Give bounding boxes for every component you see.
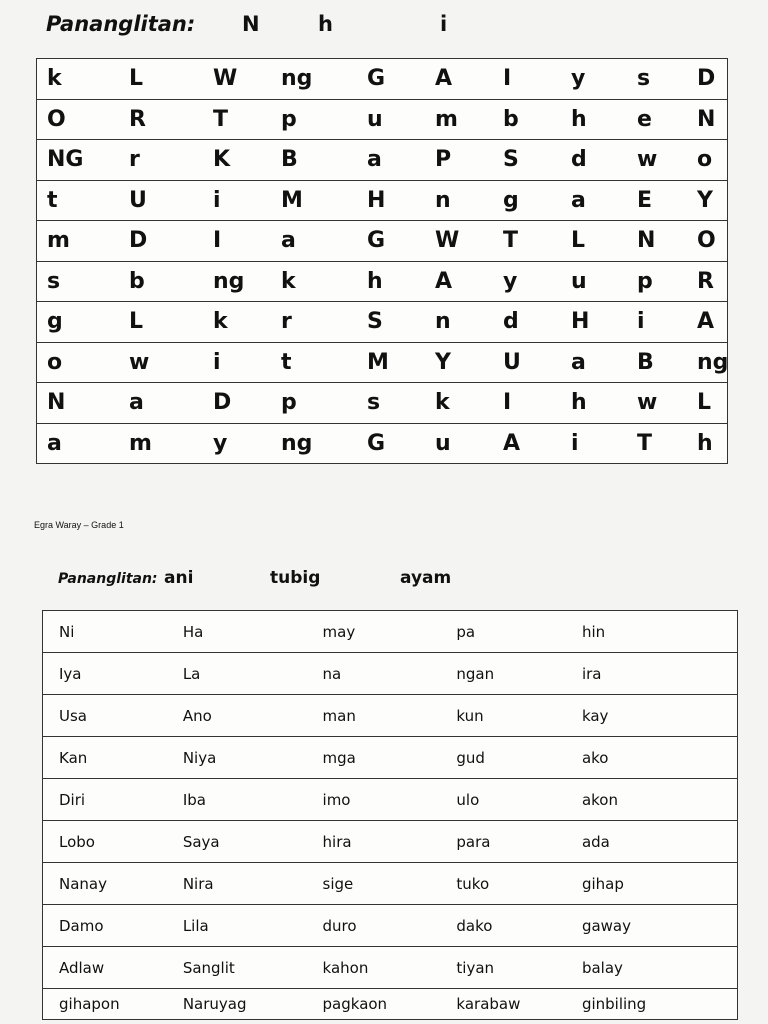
word-cell: Saya [183,821,323,863]
letter-cell: e [637,106,652,132]
letter-cell: p [281,390,297,415]
word-example-line [58,568,452,588]
word-cell: sige [323,863,457,905]
letter-grid-row-cell [37,180,728,221]
word-cell: Adlaw [43,947,183,989]
letter-cell: O [697,228,716,253]
letter-cell: o [47,349,63,375]
letter-cell: G [367,430,386,456]
letter-cell: L [129,66,144,91]
footer-note: Egra Waray – Grade 1 [34,520,124,530]
letter-cell: I [213,228,222,253]
letter-grid-row [37,180,728,221]
letter-cell: a [571,187,586,213]
letter-cell: w [637,390,658,415]
letter-cell: G [367,66,386,91]
letter-cell: S [503,147,519,172]
letter-cell: N [697,106,716,132]
word-table-row [43,989,738,1020]
letter-cell: m [47,228,70,253]
letter-cell: L [129,309,144,334]
letter-cell: M [281,187,303,213]
letter-cell: A [435,268,453,294]
letter-grid-row-cell [37,59,728,100]
letter-cell: k [435,390,450,415]
word-cell: akon [572,779,738,821]
letter-cell: a [47,430,62,456]
letter-cell: p [637,268,653,294]
letter-cell: u [435,430,451,456]
letter-cell: h [571,390,587,415]
word-table-row [43,611,738,653]
letter-grid-row [37,140,728,181]
letter-cell: t [281,349,292,375]
letter-cell: A [697,309,715,334]
letter-cell: W [213,66,238,91]
letter-grid-row [37,99,728,140]
letter-cell: O [47,106,66,132]
word-table-row [43,821,738,863]
letter-cell: Y [697,187,713,213]
word-table-row [43,863,738,905]
word-cell: gihap [572,863,738,905]
letter-cell: s [47,268,61,294]
letter-grid-row-cell [37,342,728,383]
letter-cell: i [571,430,579,456]
letter-cell: b [503,106,519,132]
letter-cell: k [281,268,296,294]
letter-cell: A [435,66,453,91]
word-cell: Diri [43,779,183,821]
letter-cell: a [129,390,144,415]
letter-cell: D [129,228,148,253]
letter-cell: u [571,268,587,294]
letter-cell: a [367,147,382,172]
letter-cell: M [367,349,389,375]
letter-cell: T [503,228,519,253]
word-cell: La [183,653,323,695]
word-cell: Iya [43,653,183,695]
word-cell: na [323,653,457,695]
letter-cell: ng [213,268,245,294]
letter-cell: B [637,349,654,375]
word-table-row [43,947,738,989]
letter-cell: r [281,309,292,334]
letter-cell: U [503,349,521,375]
example-letter: N [242,12,260,36]
letter-grid-row [37,342,728,383]
letter-cell: a [281,228,296,253]
letter-grid-row-cell [37,99,728,140]
word-cell: man [323,695,457,737]
example-word: ani [164,568,194,588]
word-cell: Kan [43,737,183,779]
word-cell: gud [456,737,572,779]
word-cell: Ni [43,611,183,653]
letter-cell: T [637,430,653,456]
letter-cell: m [435,106,458,132]
letter-grid-row-cell [37,140,728,181]
letter-grid-row [37,302,728,343]
letter-grid-row-cell [37,302,728,343]
letter-cell: I [503,390,512,415]
letter-grid-row-cell [37,423,728,464]
letter-cell: d [503,309,519,334]
word-cell: may [323,611,457,653]
word-cell: duro [323,905,457,947]
example-word: ayam [400,568,452,588]
word-table-row [43,779,738,821]
letter-cell: g [47,309,63,334]
word-cell: Ha [183,611,323,653]
letter-cell: h [571,106,587,132]
letter-cell: H [367,187,386,213]
example-label: Pananglitan: [46,12,196,36]
word-cell: ginbiling [572,989,738,1020]
letter-cell: D [213,390,232,415]
letter-cell: r [129,147,140,172]
letter-grid-row [37,261,728,302]
letter-cell: y [503,268,518,294]
word-cell: pa [456,611,572,653]
letter-cell: h [697,430,713,456]
word-cell: Lobo [43,821,183,863]
word-cell: tiyan [456,947,572,989]
word-cell: ako [572,737,738,779]
word-cell: kay [572,695,738,737]
letter-cell: T [213,106,229,132]
letter-cell: L [697,390,712,415]
letter-cell: N [47,390,66,415]
letter-cell: Y [435,349,451,375]
letter-cell: n [435,187,451,213]
letter-grid [36,58,728,464]
letter-cell: K [213,147,231,172]
letter-cell: n [435,309,451,334]
word-table-row [43,653,738,695]
letter-cell: ng [281,430,313,456]
letter-cell: p [281,106,297,132]
word-cell: Usa [43,695,183,737]
letter-cell: a [571,349,586,375]
letter-cell: s [637,66,651,91]
letter-cell: N [637,228,656,253]
letter-cell: P [435,147,452,172]
word-cell: pagkaon [323,989,457,1020]
letter-cell: k [213,309,228,334]
word-cell: gaway [572,905,738,947]
letter-cell: D [697,66,716,91]
example-label: Pananglitan: [58,571,158,587]
letter-cell: i [213,187,221,213]
letter-cell: I [503,66,512,91]
letter-cell: t [47,187,58,213]
letter-grid-row [37,221,728,262]
letter-grid-row-cell [37,221,728,262]
letter-cell: i [213,349,221,375]
word-cell: ira [572,653,738,695]
word-cell: Damo [43,905,183,947]
word-cell: kun [456,695,572,737]
word-cell: Nanay [43,863,183,905]
word-cell: Lila [183,905,323,947]
letter-cell: y [571,66,586,91]
word-cell: ada [572,821,738,863]
word-cell: ulo [456,779,572,821]
letter-cell: o [697,147,713,172]
word-cell: dako [456,905,572,947]
word-cell: gihapon [43,989,183,1020]
letter-cell: B [281,147,298,172]
letter-cell: w [129,349,150,375]
letter-cell: W [435,228,460,253]
word-cell: Niya [183,737,323,779]
letter-grid-row [37,59,728,100]
word-cell: karabaw [456,989,572,1020]
word-cell: para [456,821,572,863]
word-cell: balay [572,947,738,989]
letter-cell: G [367,228,386,253]
letter-cell: s [367,390,381,415]
letter-cell: S [367,309,383,334]
letter-grid-row-cell [37,261,728,302]
word-cell: hira [323,821,457,863]
word-cell: kahon [323,947,457,989]
letter-cell: y [213,430,228,456]
word-cell: Ano [183,695,323,737]
word-table [42,610,738,1020]
letter-cell: R [129,106,146,132]
word-cell: Iba [183,779,323,821]
letter-cell: ng [281,66,313,91]
letter-cell: i [637,309,645,334]
letter-cell: w [637,147,658,172]
letter-cell: L [571,228,586,253]
example-letter: i [440,12,448,36]
example-word: tubig [270,568,321,588]
word-cell: Nira [183,863,323,905]
word-cell: mga [323,737,457,779]
letter-grid-row-cell [37,383,728,424]
letter-cell: ng [697,349,729,375]
word-cell: Naruyag [183,989,323,1020]
letter-cell: g [503,187,519,213]
letter-cell: U [129,187,147,213]
word-table-row [43,737,738,779]
word-cell: imo [323,779,457,821]
letter-cell: h [367,268,383,294]
letter-cell: A [503,430,521,456]
letter-cell: b [129,268,145,294]
letter-cell: d [571,147,587,172]
example-letter: h [318,12,333,36]
letter-cell: NG [47,147,84,172]
letter-cell: u [367,106,383,132]
letter-cell: R [697,268,714,294]
letter-cell: m [129,430,152,456]
letter-grid-row [37,383,728,424]
word-cell: hin [572,611,738,653]
letter-cell: E [637,187,653,213]
letter-grid-row [37,423,728,464]
word-cell: Sanglit [183,947,323,989]
word-cell: tuko [456,863,572,905]
letter-cell: H [571,309,590,334]
word-cell: ngan [456,653,572,695]
letter-cell: k [47,66,62,91]
word-table-row [43,695,738,737]
word-table-row [43,905,738,947]
letter-example-line [46,12,448,36]
